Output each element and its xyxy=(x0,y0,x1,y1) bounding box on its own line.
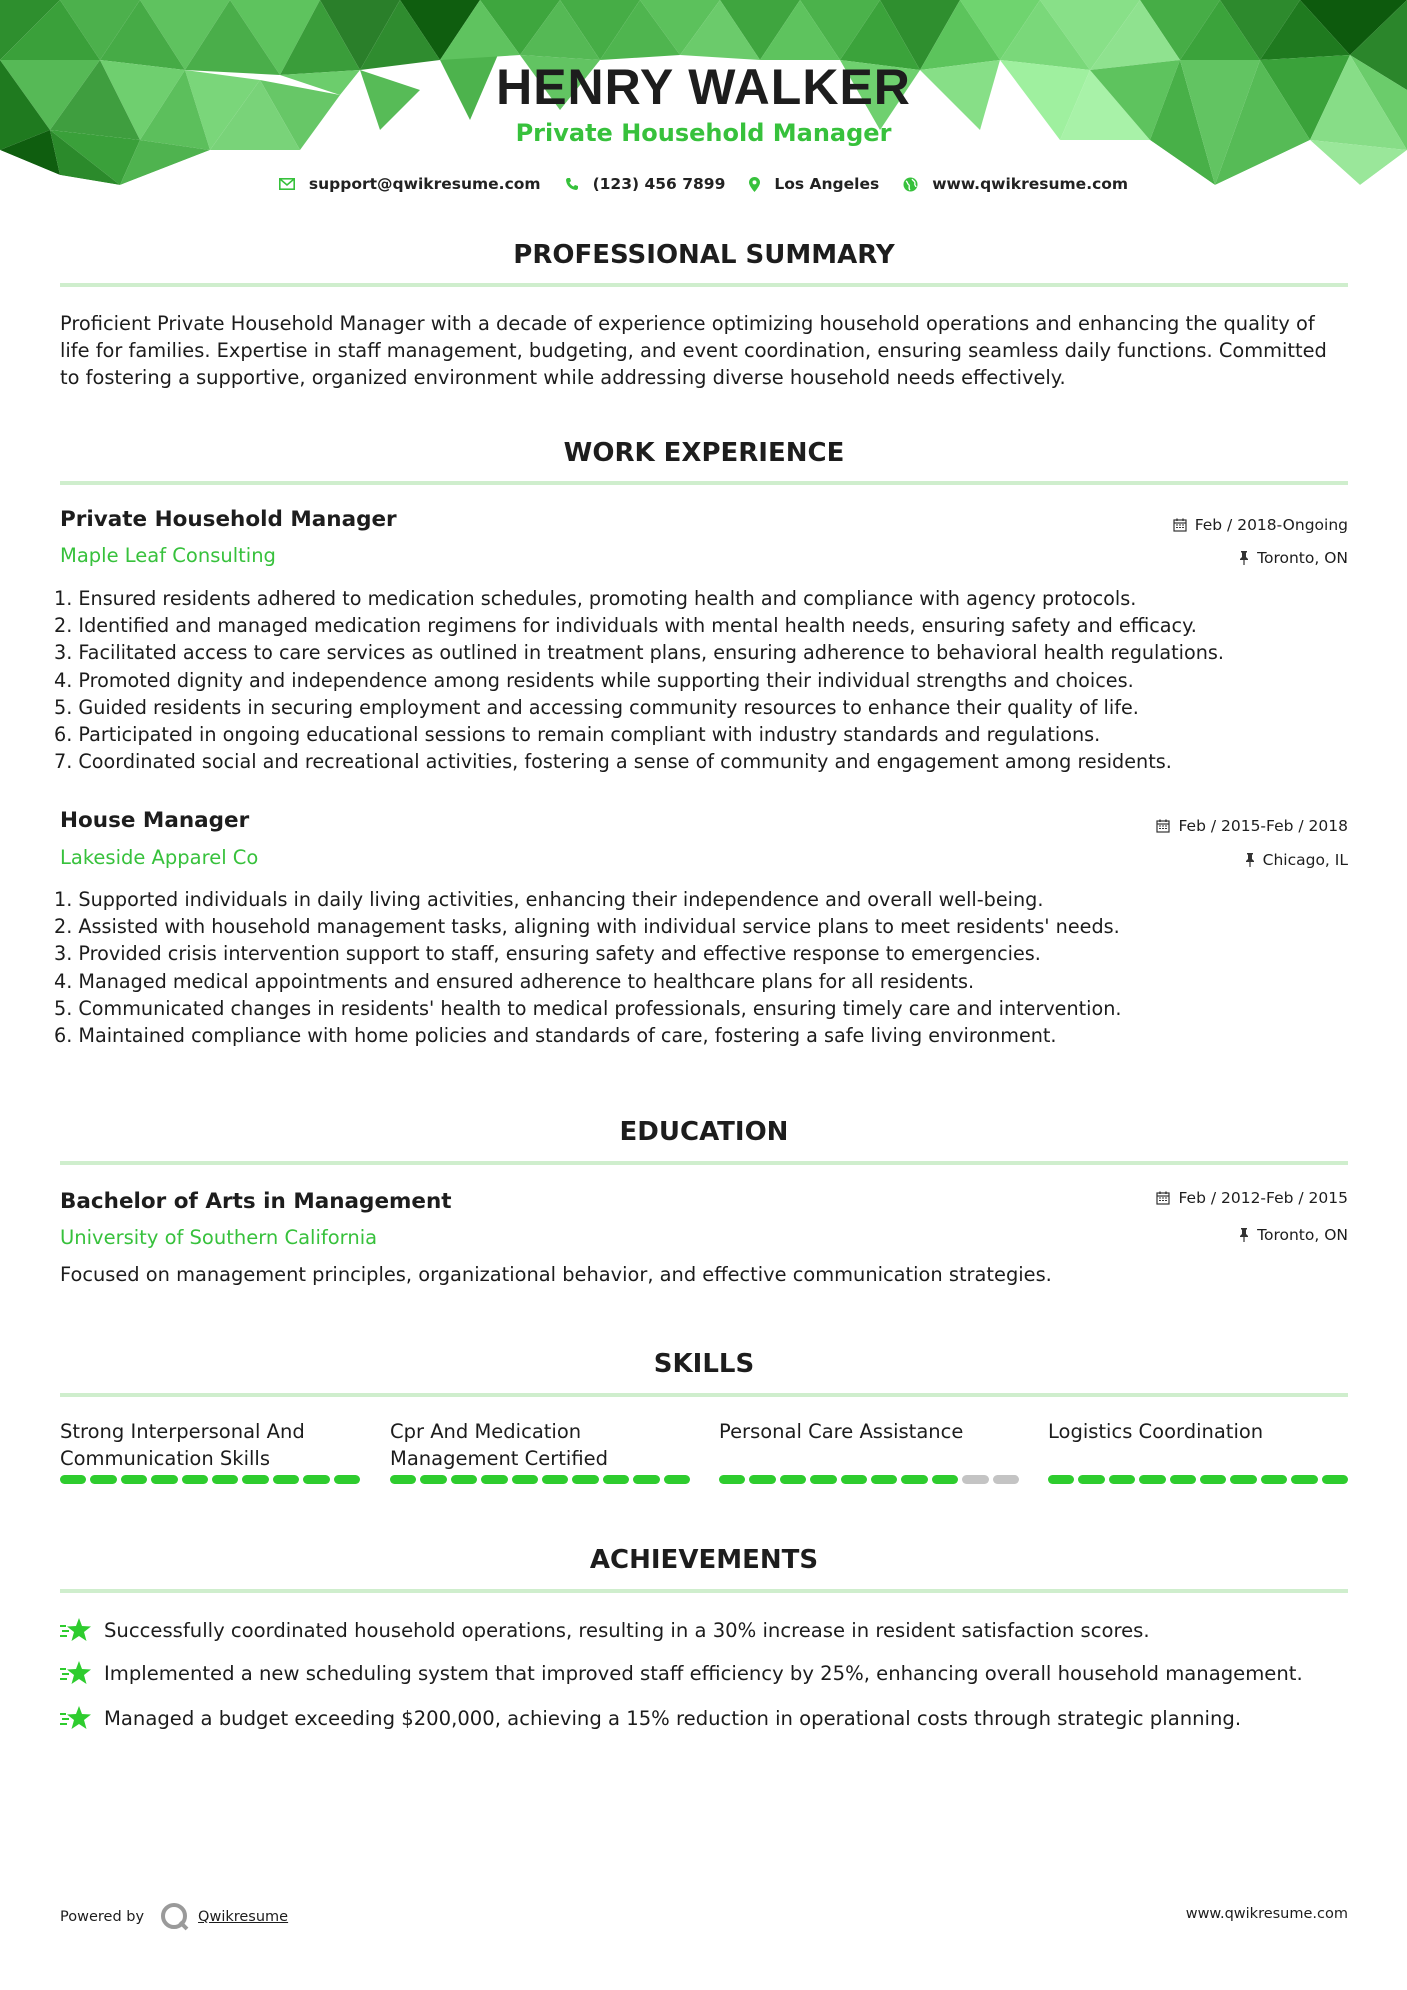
experience-heading: WORK EXPERIENCE xyxy=(563,438,845,468)
job-dates xyxy=(1173,516,1348,534)
skill-rating-bar xyxy=(60,1475,360,1484)
skill-segment-filled xyxy=(1078,1475,1104,1484)
contact-location-text: Los Angeles xyxy=(774,175,880,193)
list-item: 2. Assisted with household management tasks, aligning with individual service plans to meet residents' needs. xyxy=(54,915,1120,939)
job-dates-text: Feb / 2018-Ongoing xyxy=(1194,516,1348,534)
skill-segment-filled xyxy=(664,1475,690,1484)
skill-segment-filled xyxy=(572,1475,598,1484)
skill-segment-filled xyxy=(420,1475,446,1484)
skill-segment-filled xyxy=(334,1475,360,1484)
job-duties-list xyxy=(54,886,1354,1049)
shooting-star-icon xyxy=(60,1705,92,1731)
pushpin-icon xyxy=(1245,853,1255,867)
skill-item xyxy=(719,1418,1019,1484)
skills-divider xyxy=(60,1393,1348,1397)
globe-icon xyxy=(903,177,918,192)
achievement-item xyxy=(60,1705,1360,1731)
achievement-item xyxy=(60,1617,1360,1643)
skill-segment-filled xyxy=(1200,1475,1226,1484)
job-location-text: Toronto, ON xyxy=(1257,549,1348,567)
list-item: 2. Identified and managed medication regimens for individuals with mental health needs, ensuring safety and efficacy. xyxy=(54,614,1197,638)
powered-by-label: Powered by xyxy=(60,1909,145,1925)
education-heading: EDUCATION xyxy=(619,1117,789,1147)
skill-segment-filled xyxy=(719,1475,745,1484)
education-dates xyxy=(1156,1189,1348,1207)
skill-segment-filled xyxy=(1109,1475,1135,1484)
skill-item xyxy=(1048,1418,1348,1484)
list-item: 3. Provided crisis intervention support to staff, ensuring safety and effective response to emergencies. xyxy=(54,942,1041,966)
skill-segment-filled xyxy=(273,1475,299,1484)
skill-item xyxy=(60,1418,360,1484)
job-title: Private Household Manager xyxy=(60,507,397,532)
skill-rating-bar xyxy=(719,1475,1019,1484)
education-school: University of Southern California xyxy=(60,1226,378,1249)
achievement-text: Managed a budget exceeding $200,000, achieving a 15% reduction in operational costs through strategic planning. xyxy=(104,1706,1242,1730)
achievement-item xyxy=(60,1660,1360,1686)
skill-segment-filled xyxy=(1230,1475,1256,1484)
candidate-name: HENRY WALKER xyxy=(496,59,911,115)
skill-segment-filled xyxy=(242,1475,268,1484)
skill-segment-filled xyxy=(90,1475,116,1484)
phone-icon xyxy=(565,177,579,191)
job-dates-text: Feb / 2015-Feb / 2018 xyxy=(1178,817,1348,835)
candidate-role: Private Household Manager xyxy=(515,119,892,147)
summary-text: Proficient Private Household Manager with a decade of experience optimizing household operations and enhancing the quality of life for families. Expertise in staff management, budgeting, and event coordination, ensuring seamless daily functions. Committed to fostering a supportive, organized environment while addressing diverse household needs effectively. xyxy=(60,312,1327,389)
skill-rating-bar xyxy=(390,1475,690,1484)
skill-rating-bar xyxy=(1048,1475,1348,1484)
contact-website[interactable] xyxy=(903,175,1128,193)
skill-segment-filled xyxy=(151,1475,177,1484)
skill-segment-filled xyxy=(603,1475,629,1484)
skill-segment-filled xyxy=(512,1475,538,1484)
contact-phone-text: (123) 456 7899 xyxy=(592,175,726,193)
summary-heading: PROFESSIONAL SUMMARY xyxy=(513,240,895,270)
job-company: Lakeside Apparel Co xyxy=(60,846,259,869)
skill-segment-filled xyxy=(749,1475,775,1484)
job-title: House Manager xyxy=(60,808,250,833)
job-location-text: Chicago, IL xyxy=(1262,851,1348,869)
list-item: 4. Managed medical appointments and ensured adherence to healthcare plans for all residents. xyxy=(54,969,975,993)
skill-segment-filled xyxy=(810,1475,836,1484)
contact-email-text: support@qwikresume.com xyxy=(308,175,541,193)
skill-segment-filled xyxy=(212,1475,238,1484)
calendar-icon xyxy=(1173,518,1187,532)
skill-item xyxy=(390,1418,690,1484)
skill-segment-filled xyxy=(542,1475,568,1484)
skill-segment-filled xyxy=(1170,1475,1196,1484)
contact-location xyxy=(749,175,879,193)
skill-segment-filled xyxy=(303,1475,329,1484)
achievement-text: Successfully coordinated household operations, resulting in a 30% increase in resident satisfaction scores. xyxy=(104,1618,1150,1642)
skill-segment-filled xyxy=(780,1475,806,1484)
pushpin-icon xyxy=(1239,1228,1249,1242)
achievements-divider xyxy=(60,1589,1348,1593)
skill-name: Personal Care Assistance xyxy=(719,1420,964,1443)
list-item: 1. Supported individuals in daily living activities, enhancing their independence and overall well-being. xyxy=(54,888,1044,911)
job-location xyxy=(1239,549,1348,567)
skill-segment-empty xyxy=(962,1475,988,1484)
list-item: 4. Promoted dignity and independence among residents while supporting their individual strengths and choices. xyxy=(54,668,1134,692)
shooting-star-icon xyxy=(60,1617,92,1643)
job-duties-list xyxy=(54,585,1354,775)
calendar-icon xyxy=(1156,819,1170,833)
footer-powered-by xyxy=(60,1900,288,1934)
skill-segment-filled xyxy=(390,1475,416,1484)
skill-segment-filled xyxy=(901,1475,927,1484)
skills-heading: SKILLS xyxy=(653,1349,755,1379)
education-degree: Bachelor of Arts in Management xyxy=(60,1189,452,1214)
list-item: 3. Facilitated access to care services as outlined in treatment plans, ensuring adherence to behavioral health regulations. xyxy=(54,641,1224,665)
footer-website[interactable]: www.qwikresume.com xyxy=(1185,1906,1348,1922)
list-item: 6. Maintained compliance with home policies and standards of care, fostering a safe living environment. xyxy=(54,1024,1057,1048)
skill-name: Cpr And Medication Management Certified xyxy=(390,1420,609,1470)
contact-website-text: www.qwikresume.com xyxy=(932,175,1129,193)
skill-segment-filled xyxy=(1261,1475,1287,1484)
skill-segment-filled xyxy=(871,1475,897,1484)
contact-phone[interactable] xyxy=(565,175,726,193)
skill-name: Logistics Coordination xyxy=(1048,1420,1264,1443)
education-location-text: Toronto, ON xyxy=(1257,1226,1348,1244)
contact-email[interactable] xyxy=(279,175,541,193)
job-dates xyxy=(1156,817,1348,835)
skill-segment-filled xyxy=(932,1475,958,1484)
list-item: 6. Participated in ongoing educational sessions to remain compliant with industry standards and regulations. xyxy=(54,723,1101,747)
qwikresume-link[interactable]: Qwikresume xyxy=(198,1909,289,1925)
list-item: 5. Guided residents in securing employment and accessing community resources to enhance their quality of life. xyxy=(54,695,1139,719)
job-company: Maple Leaf Consulting xyxy=(60,544,276,567)
experience-divider xyxy=(60,481,1348,485)
education-description: Focused on management principles, organizational behavior, and effective communication strategies. xyxy=(60,1263,1052,1286)
list-item: 5. Communicated changes in residents' health to medical professionals, ensuring timely care and intervention. xyxy=(54,996,1122,1020)
skill-segment-filled xyxy=(451,1475,477,1484)
skill-segment-filled xyxy=(841,1475,867,1484)
skill-segment-empty xyxy=(993,1475,1019,1484)
skill-segment-filled xyxy=(481,1475,507,1484)
skill-segment-filled xyxy=(60,1475,86,1484)
list-item: 7. Coordinated social and recreational activities, fostering a sense of community and engagement among residents. xyxy=(54,750,1172,774)
skill-segment-filled xyxy=(1291,1475,1317,1484)
skill-segment-filled xyxy=(121,1475,147,1484)
map-marker-icon xyxy=(749,177,760,192)
achievements-heading: ACHIEVEMENTS xyxy=(589,1545,819,1575)
skill-segment-filled xyxy=(1139,1475,1165,1484)
skill-segment-filled xyxy=(1048,1475,1074,1484)
summary-divider xyxy=(60,283,1348,287)
calendar-icon xyxy=(1156,1191,1170,1205)
skill-segment-filled xyxy=(1322,1475,1348,1484)
pushpin-icon xyxy=(1239,551,1249,565)
education-divider xyxy=(60,1161,1348,1165)
shooting-star-icon xyxy=(60,1660,92,1686)
envelope-icon xyxy=(279,178,295,190)
qwikresume-logo-icon xyxy=(158,1900,192,1934)
education-dates-text: Feb / 2012-Feb / 2015 xyxy=(1178,1189,1348,1207)
skill-segment-filled xyxy=(633,1475,659,1484)
achievement-text: Implemented a new scheduling system that improved staff efficiency by 25%, enhancing overall household management. xyxy=(104,1661,1303,1685)
job-location xyxy=(1245,851,1348,869)
list-item: 1. Ensured residents adhered to medication schedules, promoting health and compliance with agency protocols. xyxy=(54,587,1137,610)
education-location xyxy=(1239,1226,1348,1244)
contact-bar xyxy=(0,172,1407,196)
skill-name: Strong Interpersonal And Communication Skills xyxy=(60,1420,305,1470)
skill-segment-filled xyxy=(182,1475,208,1484)
